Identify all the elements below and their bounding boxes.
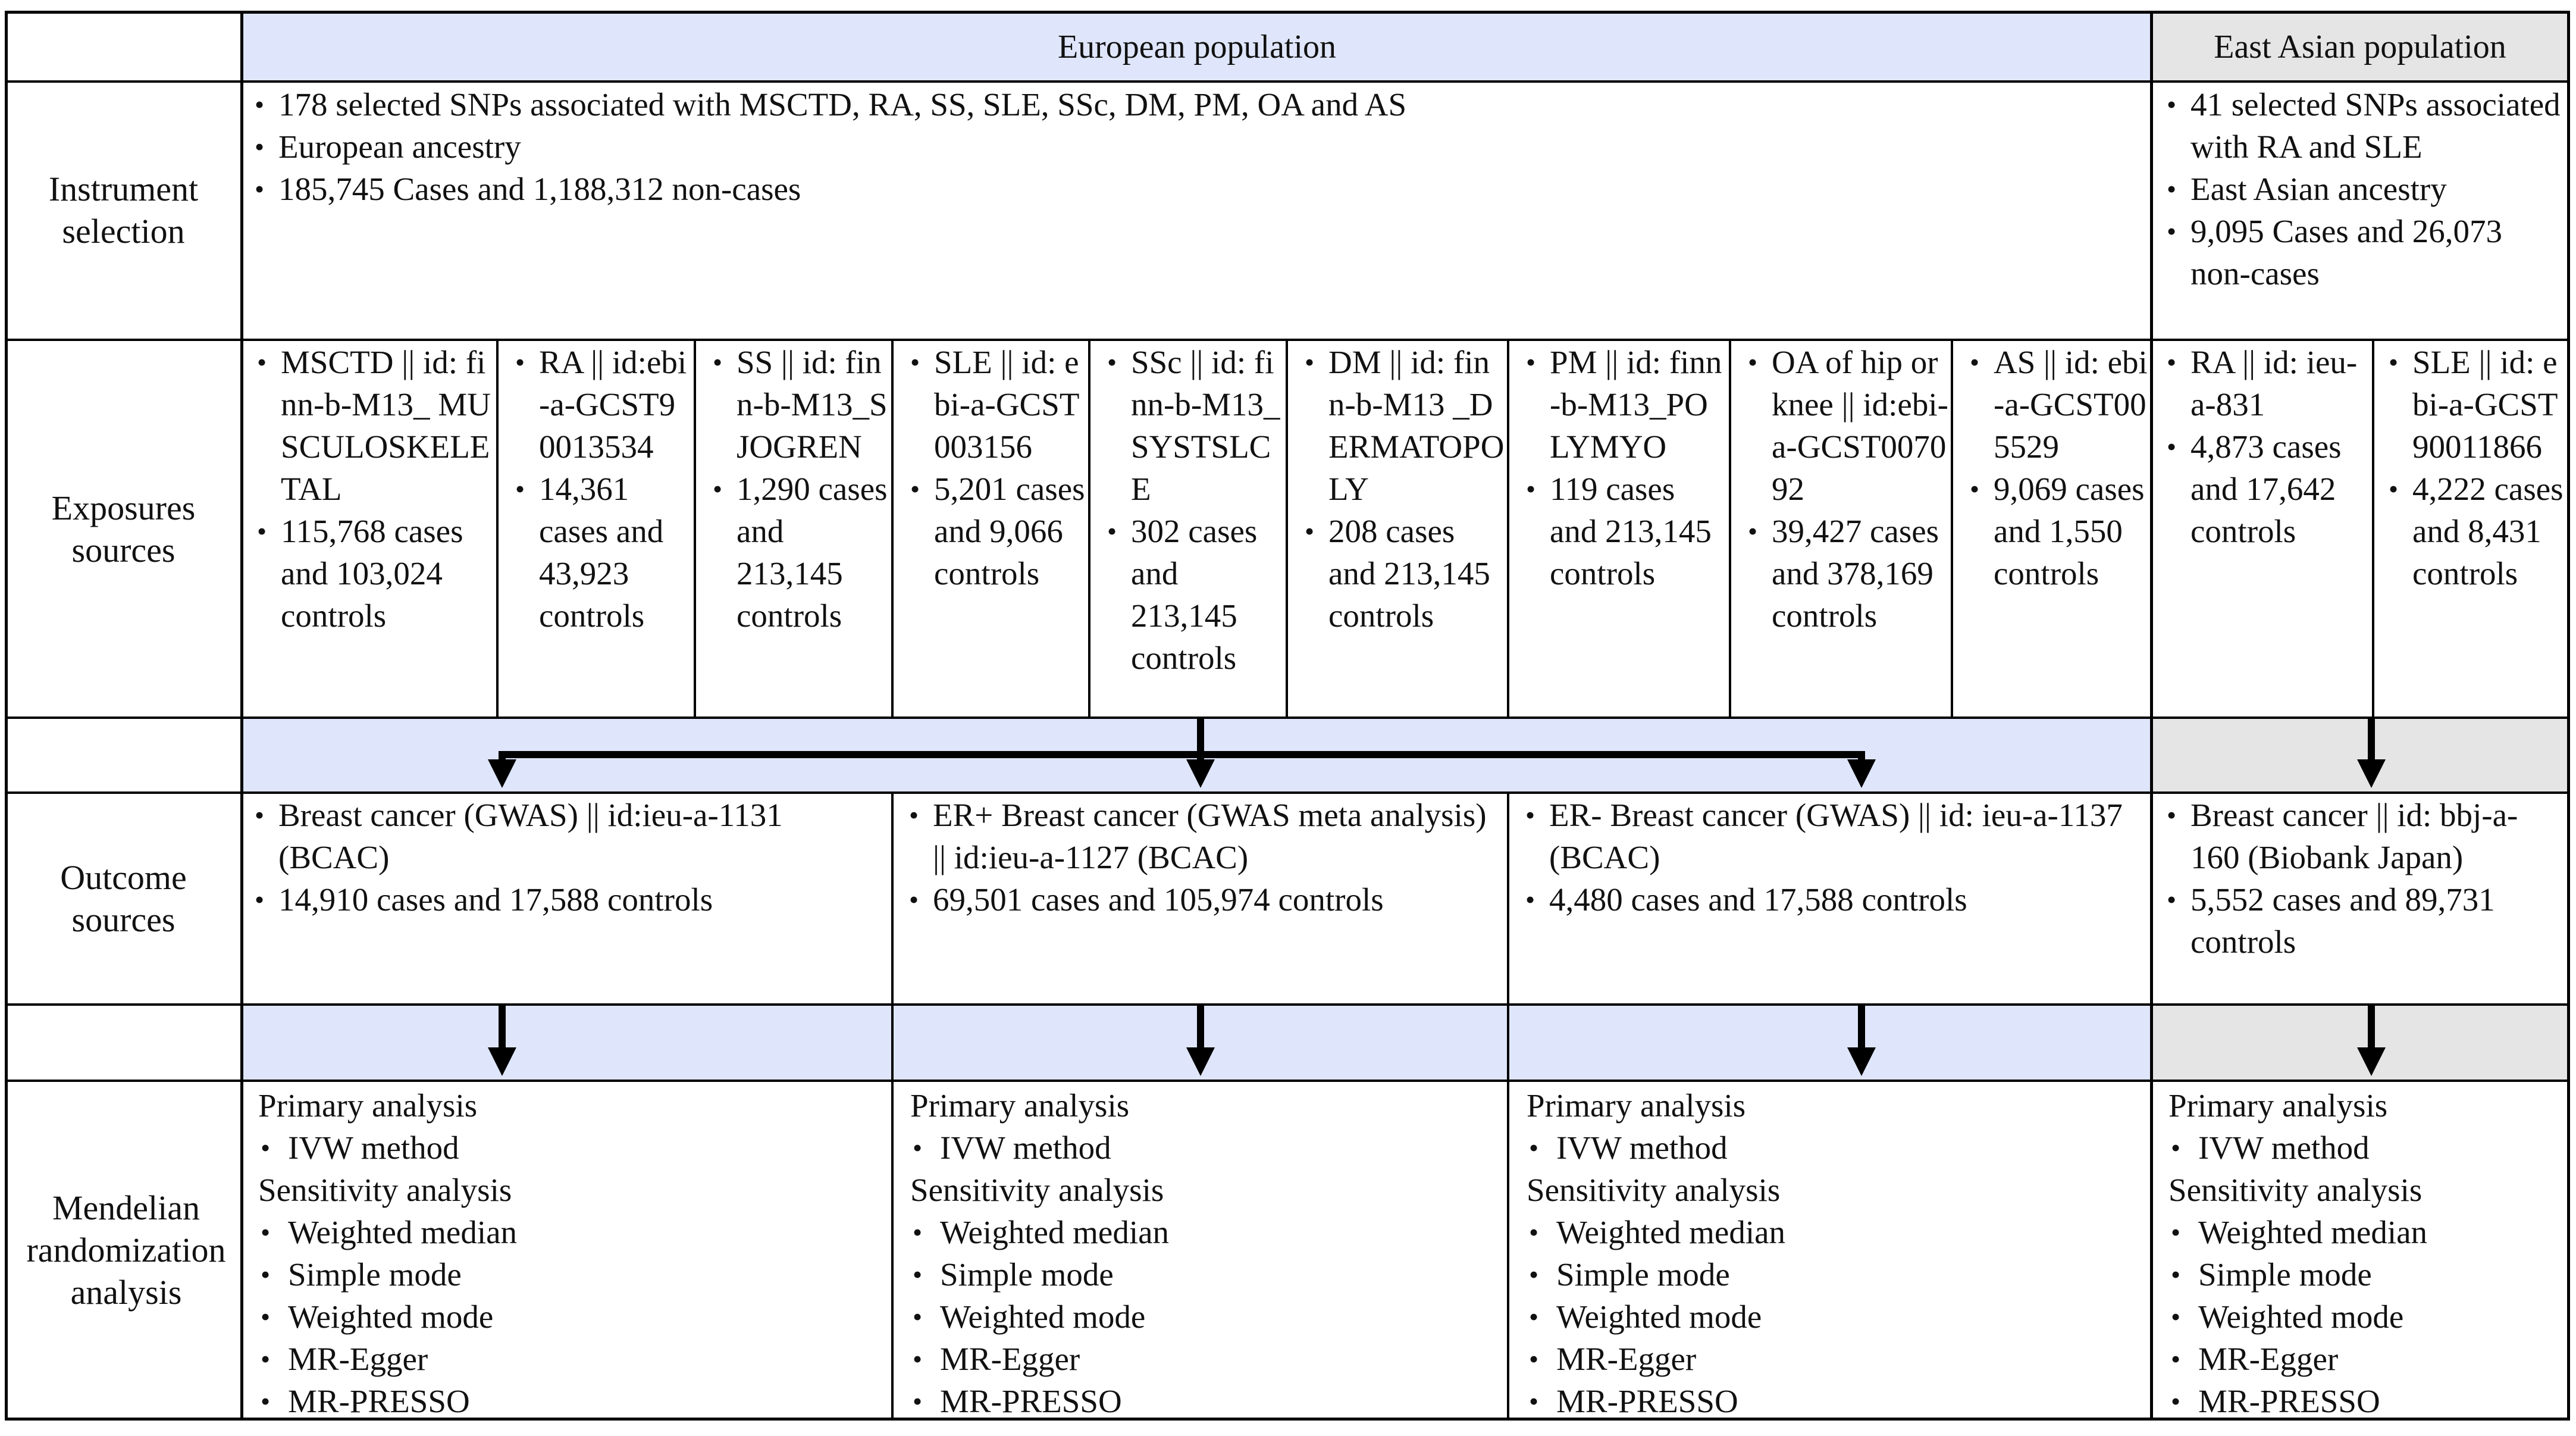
row-label-mr-text: Mendelian randomization analysis (26, 1188, 226, 1312)
exposure-id: • SSc || id: finn-b-M13_SYSTSLCE (1105, 341, 1284, 510)
exposure-id: • OA of hip or knee || id:ebi-a-GCST007092 (1745, 341, 1950, 510)
instrument-east-asian-item: • 41 selected SNPs associated with RA and SLE (2164, 83, 2563, 168)
mr-item: • IVW method (910, 1127, 1505, 1169)
exposure-counts: • 119 cases and 213,145 controls (1524, 468, 1728, 595)
mr-sensitivity-heading: Sensitivity analysis (910, 1172, 1164, 1208)
mr-item: • MR-Egger (258, 1338, 889, 1380)
outcome-id: • ER+ Breast cancer (GWAS meta analysis) || id:ieu-a-1127 (BCAC) (907, 794, 1505, 878)
mr-item: • Weighted mode (1527, 1296, 2148, 1338)
exposure-counts: • 115,768 cases and 103,024 controls (255, 510, 494, 637)
east-asian-population-header: East Asian population (2214, 28, 2506, 65)
mr-item: • Weighted mode (2168, 1296, 2564, 1338)
mr-block (910, 1084, 1505, 1422)
mr-item: • MR-PRESSO (1527, 1380, 2148, 1422)
exposure-id: • RA || id: ieu-a-831 (2164, 341, 2371, 426)
instrument-european-item: • 185,745 Cases and 1,188,312 non-cases (252, 168, 2144, 210)
exposure-sle-east-asian (2386, 341, 2566, 595)
mr-sensitivity-heading: Sensitivity analysis (2168, 1172, 2423, 1208)
outcome-id: • Breast cancer (GWAS) || id:ieu-a-1131 (BCAC) (252, 794, 889, 878)
mr-item: • IVW method (258, 1127, 889, 1169)
mr-item: • Weighted median (910, 1211, 1505, 1253)
instrument-european-item: • European ancestry (252, 126, 2144, 168)
mr-item: • Simple mode (1527, 1253, 2148, 1296)
mr-item: • Simple mode (910, 1253, 1505, 1296)
exposure-pm (1524, 341, 1728, 595)
outcome-counts: • 5,552 cases and 89,731 controls (2164, 878, 2563, 963)
mr-item: • MR-Egger (1527, 1338, 2148, 1380)
exposure-id: • SLE || id: ebi-a-GCST003156 (908, 341, 1087, 468)
instrument-european-item: • 178 selected SNPs associated with MSCTD, RA, SS, SLE, SSc, DM, PM, OA and AS (252, 83, 2144, 126)
row-label-outcome (18, 794, 229, 1003)
exposure-as (1967, 341, 2149, 595)
row-label-exposures-text: Exposures sources (51, 488, 196, 570)
exposure-id: • AS || id: ebi-a-GCST005529 (1967, 341, 2149, 468)
mr-item: • Weighted mode (258, 1296, 889, 1338)
exposure-counts: • 4,222 cases and 8,431 controls (2386, 468, 2566, 595)
exposure-sle-european (908, 341, 1087, 595)
european-population-header: European population (1057, 28, 1337, 65)
exposure-id: • MSCTD || id: finn-b-M13_ MUSCULOSKELETAL (255, 341, 494, 510)
exposure-counts: • 39,427 cases and 378,169 controls (1745, 510, 1950, 637)
row-label-outcome-text: Outcome sources (60, 858, 187, 939)
mr-item: • Weighted mode (910, 1296, 1505, 1338)
outcome-counts: • 4,480 cases and 17,588 controls (1523, 878, 2148, 921)
row-label-instrument (18, 82, 229, 339)
exposure-ssc (1105, 341, 1284, 679)
outcome-biobank-japan (2164, 794, 2563, 963)
mr-block (258, 1084, 889, 1422)
exposure-ss (710, 341, 890, 637)
row-label-mr (13, 1082, 239, 1418)
mr-item: • MR-Egger (910, 1338, 1505, 1380)
mr-item: • Weighted median (2168, 1211, 2564, 1253)
exposure-msctd (255, 341, 494, 637)
outcome-id: • ER- Breast cancer (GWAS) || id: ieu-a-1137 (BCAC) (1523, 794, 2148, 878)
mr-item: • Weighted median (1527, 1211, 2148, 1253)
mr-item: • MR-PRESSO (258, 1380, 889, 1422)
outcome-breast-cancer (252, 794, 889, 921)
mr-block (1527, 1084, 2148, 1422)
outcome-id: • Breast cancer || id: bbj-a-160 (Biobank Japan) (2164, 794, 2563, 878)
mr-item: • IVW method (2168, 1127, 2564, 1169)
exposure-id: • PM || id: finn-b-M13_POLYMYO (1524, 341, 1728, 468)
mr-item: • MR-Egger (2168, 1338, 2564, 1380)
mr-block (2168, 1084, 2564, 1422)
exposure-ra-east-asian (2164, 341, 2371, 552)
instrument-european (252, 83, 2144, 210)
mr-primary-heading: Primary analysis (258, 1087, 478, 1124)
outcome-counts: • 69,501 cases and 105,974 controls (907, 878, 1505, 921)
exposure-counts: • 1,290 cases and 213,145 controls (710, 468, 890, 637)
mr-sensitivity-heading: Sensitivity analysis (258, 1172, 512, 1208)
exposure-id: • SS || id: finn-b-M13_SJOGREN (710, 341, 890, 468)
exposure-oa (1745, 341, 1950, 637)
exposure-id: • SLE || id: ebi-a-GCST90011866 (2386, 341, 2566, 468)
mr-primary-heading: Primary analysis (2168, 1087, 2388, 1124)
exposure-dm (1302, 341, 1506, 637)
mr-item: • Weighted median (258, 1211, 889, 1253)
mr-item: • Simple mode (258, 1253, 889, 1296)
mr-item: • Simple mode (2168, 1253, 2564, 1296)
outcome-er-positive (907, 794, 1505, 921)
exposure-counts: • 302 cases and 213,145 controls (1105, 510, 1284, 679)
row-label-exposures (18, 341, 229, 717)
exposure-counts: • 14,361 cases and 43,923 controls (513, 468, 691, 637)
exposure-counts: • 5,201 cases and 9,066 controls (908, 468, 1087, 595)
outcome-counts: • 14,910 cases and 17,588 controls (252, 878, 889, 921)
exposure-counts: • 208 cases and 213,145 controls (1302, 510, 1506, 637)
mr-sensitivity-heading: Sensitivity analysis (1527, 1172, 1781, 1208)
mr-primary-heading: Primary analysis (1527, 1087, 1746, 1124)
outcome-er-negative (1523, 794, 2148, 921)
instrument-east-asian-item: • 9,095 Cases and 26,073 non-cases (2164, 210, 2563, 295)
mr-item: • MR-PRESSO (910, 1380, 1505, 1422)
exposure-id: • RA || id:ebi-a-GCST90013534 (513, 341, 691, 468)
mr-item: • IVW method (1527, 1127, 2148, 1169)
exposure-id: • DM || id: finn-b-M13 _DERMATOPOLY (1302, 341, 1506, 510)
exposure-counts: • 9,069 cases and 1,550 controls (1967, 468, 2149, 595)
instrument-east-asian (2164, 83, 2563, 295)
exposure-counts: • 4,873 cases and 17,642 controls (2164, 426, 2371, 552)
exposure-ra-european (513, 341, 691, 637)
mr-item: • MR-PRESSO (2168, 1380, 2564, 1422)
mr-primary-heading: Primary analysis (910, 1087, 1130, 1124)
row-label-instrument-text: Instrument selection (48, 170, 199, 251)
instrument-east-asian-item: • East Asian ancestry (2164, 168, 2563, 210)
